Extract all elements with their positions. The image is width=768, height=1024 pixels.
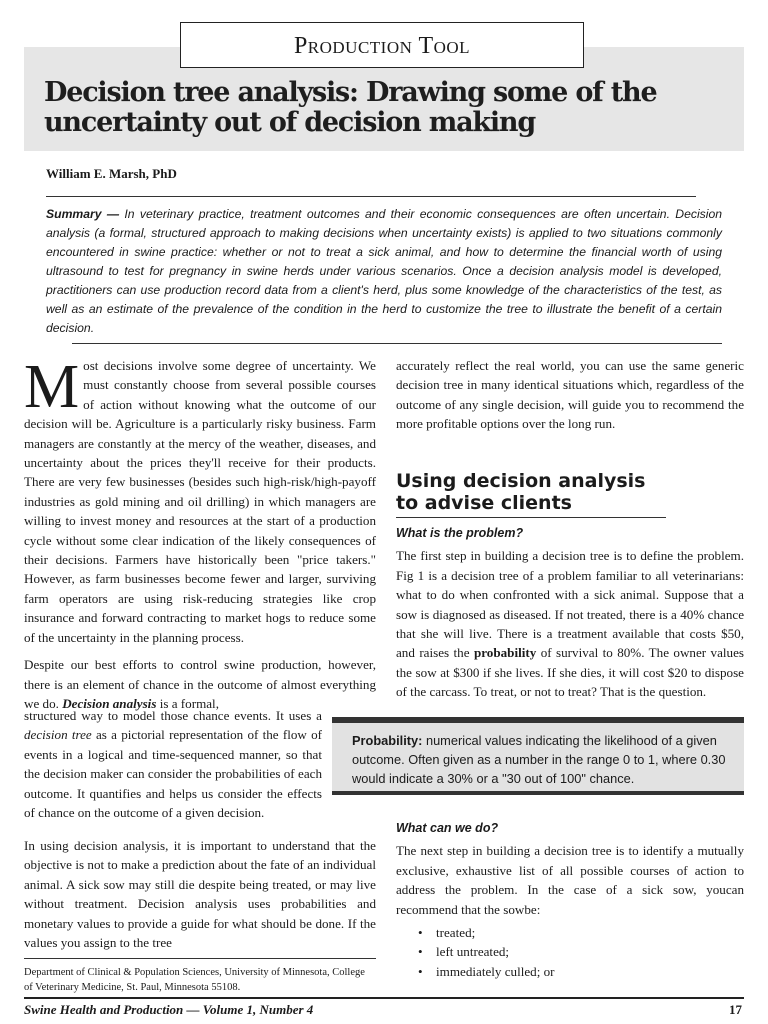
problem-paragraph (396, 546, 744, 701)
footer-rule (24, 997, 744, 999)
intro-paragraph (24, 353, 376, 647)
page-number: 17 (729, 1002, 742, 1017)
list-item: • treated; (436, 923, 744, 942)
p2b-text: is a formal, (159, 695, 219, 711)
summary-top-rule (46, 196, 696, 197)
definition-text: numerical values indicating the likelihood of a given outcome. Often given as a number in the range 0 to 1, where 0.30 would indicate a 30% or a "30 out of 100" chance. (352, 733, 726, 786)
list-item: • left untreated; (436, 942, 744, 961)
drop-cap: M (24, 353, 80, 421)
section-label: Production Tool (180, 22, 584, 68)
article-title: Decision tree analysis: Drawing some of the uncertainty out of decision making (44, 77, 657, 138)
paragraph-2b (24, 706, 322, 822)
author: William E. Marsh, PhD (46, 166, 177, 181)
left-column-narrow (24, 706, 322, 830)
term-probability: probability (473, 645, 537, 661)
p2c-text: structured way to model those chance events. It uses a (24, 708, 322, 723)
definition-term: Probability: (352, 733, 423, 748)
summary-text: In veterinary practice, treatment outcomes and their economic consequences are often uncertain. Decision analysis (a formal, structured approach to making decisions when uncertainty exists) is applied to two situations commonly encountered in swine practice: whether or not to treat a sick animal, and how to determine the financial worth of using ultrasound to test for pregnancy in swine herds under various scenarios. Once a decision analysis model is developed, practitioners can use production record data from a client's herd, plus some knowledge of the characteristics of the test, as well as an estimate of the prevalence of the condition in the herd to customize the tree to illustrate the benefit of a certain decision. (46, 207, 723, 335)
footnote: Department of Clinical & Population Sciences, University of Minnesota, College of Veterinary Medicine, St. Paul, Minnesota 55108. (24, 967, 365, 993)
subheading-options: What can we do? (396, 821, 499, 835)
term-decision-tree: decision tree (24, 727, 92, 743)
paragraph-2a (24, 655, 376, 713)
term-decision-analysis: Decision analysis (62, 695, 157, 711)
summary (46, 205, 722, 338)
summary-label: Summary — (46, 207, 120, 221)
intro-text: ost decisions involve some degree of uncertainty. We must constantly choose from several possible courses of action without knowing what the outcome of our decision will be. Agriculture is a particularly risky business. Farm managers are constantly at the mercy of the weather, diseases, and uncertainty about the prices they'll receive for their products. There are very few businesses (besides such high-risk/high-payoff industries as gold mining and oil drilling) in which managers are willing to invest money and resources at the start of a production cycle without some clear indication of the likely consequences of their decisions. Farmers have historically been "price takers." However, as farm businesses become fewer and larger, surviving farm operators are using risk-reducing strategies like crop insurance and forward contracting to market hogs to reduce some of the uncertainty in the planning process. (24, 358, 376, 645)
problem-text-a: The first step in building a decision tree is to define the problem. Fig 1 is a decision tree of a problem familiar to all veterinarians: what to do when confronted with a sick animal. Suppose that a sow is diagnosed as diseased. If not treated, there is a 40% chance that she will live. There is a treatment available that costs $50, and raises the (396, 548, 744, 661)
options-list (396, 923, 744, 981)
footnote-rule (24, 958, 376, 959)
list-item: • immediately culled; or (436, 962, 744, 981)
section-heading: Using decision analysis to advise clients (396, 470, 646, 514)
right-paragraph-1: accurately reflect the real world, you can use the same generic decision tree in many identical situations which, regardless of the outcome of any single decision, will guide you to recommend the more profitable options over the long run. (396, 358, 744, 432)
right-column-options (396, 819, 744, 981)
p2a-text: Despite our best efforts to control swine production, however, there is an element of chance in the outcome of almost everything we do. (24, 657, 376, 711)
options-paragraph: The next step in building a decision tree is to identify a mutually exclusive, exhaustive list of all possible courses of action to address the problem. In the case of a sick sow, youcan recommend that the sowbe: (396, 843, 744, 917)
p2d-text: as a pictorial representation of the flow of events in a logical and time-sequenced manner, so that the decision maker can consider the probabilities of each outcome. It quantifies and helps us consider the effects of chance on the outcome of a given decision. (24, 727, 322, 821)
subheading-problem: What is the problem? (396, 526, 524, 540)
right-column-problem (396, 524, 744, 710)
right-column-top (396, 356, 744, 442)
summary-bottom-rule (72, 343, 722, 344)
definition-box (332, 717, 744, 795)
paragraph-3: In using decision analysis, it is important to understand that the objective is not to make a prediction about the fate of an individual animal. A sick sow may still die despite being treated, or may live without treatment. Decision analysis uses probabilities and monetary values to provide a guide for what should be done. If the values you assign to the tree (24, 838, 376, 951)
left-column-lower (24, 836, 376, 960)
left-column-upper (24, 353, 376, 721)
journal-footer: Swine Health and Production — Volume 1, Number 4 (24, 1002, 314, 1017)
problem-text-b: of survival to 80%. The owner values the sow at $300 if she lives. If she dies, it will cost $20 to dispose of the carcass. To treat, or not to treat? That is the question. (396, 645, 745, 700)
heading-rule (396, 517, 666, 518)
